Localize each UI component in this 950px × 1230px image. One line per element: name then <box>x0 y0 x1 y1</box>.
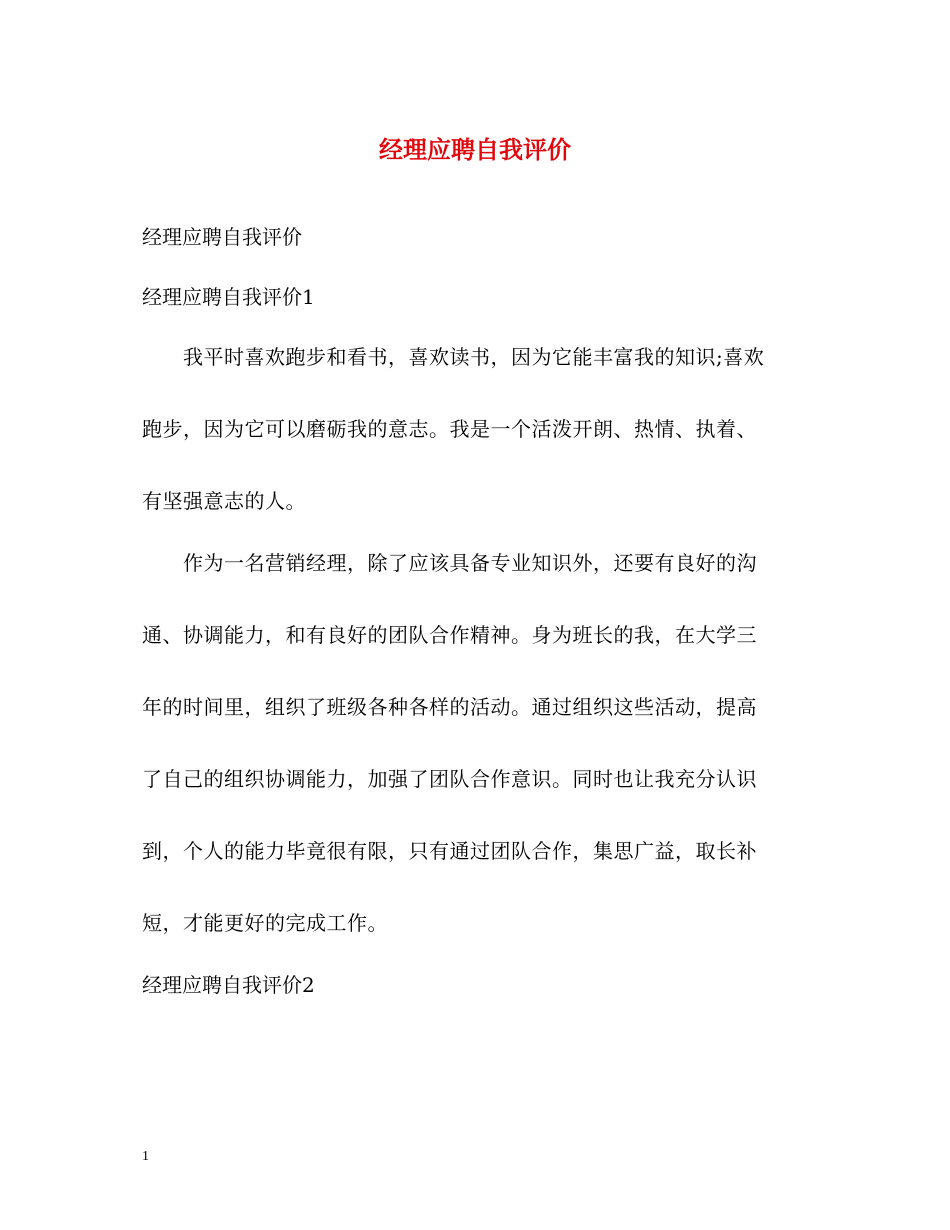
paragraph-line: 跑步，因为它可以磨砺我的意志。我是一个活泼开朗、热情、执着、 <box>142 417 757 441</box>
section-heading-1: 经理应聘自我评价1 <box>142 285 315 309</box>
paragraph-line: 了自己的组织协调能力，加强了团队合作意识。同时也让我充分认识 <box>142 767 757 791</box>
paragraph-line: 年的时间里，组织了班级各种各样的活动。通过组织这些活动，提高 <box>142 695 757 719</box>
section-heading-2: 经理应聘自我评价2 <box>142 973 315 997</box>
paragraph-line: 到，个人的能力毕竟很有限，只有通过团队合作，集思广益，取长补 <box>142 839 757 863</box>
page-number: 1 <box>142 1149 149 1164</box>
paragraph-1 <box>142 342 808 558</box>
paragraph-line: 作为一名营销经理，除了应该具备专业知识外，还要有良好的沟 <box>142 551 757 575</box>
paragraph-2 <box>142 548 808 980</box>
paragraph-line: 通、协调能力，和有良好的团队合作精神。身为班长的我，在大学三 <box>142 623 757 647</box>
document-title: 经理应聘自我评价 <box>379 135 571 164</box>
paragraph-line: 我平时喜欢跑步和看书，喜欢读书，因为它能丰富我的知识;喜欢 <box>142 345 765 369</box>
paragraph-line: 有坚强意志的人。 <box>142 489 306 513</box>
main-heading: 经理应聘自我评价 <box>142 225 302 249</box>
paragraph-line: 短，才能更好的完成工作。 <box>142 911 388 935</box>
